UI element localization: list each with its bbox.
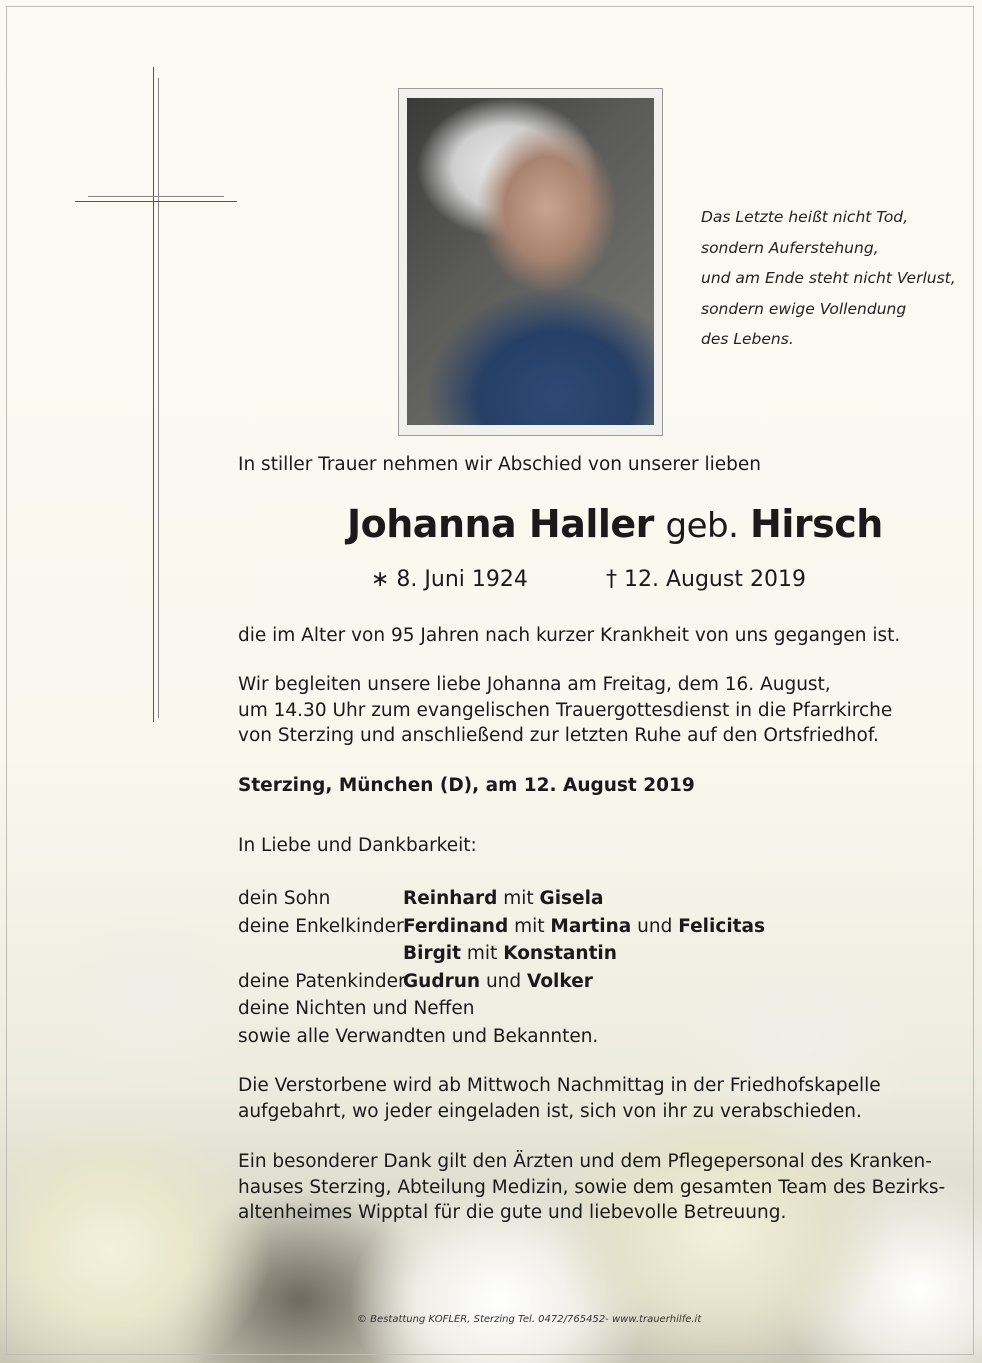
quote-line: sondern ewige Vollendung [701,299,907,318]
family-label: sowie alle Verwandten und Bekannten. [238,1025,599,1047]
family-names: Reinhard mit Gisela [403,888,604,909]
portrait-photo [407,98,654,425]
service-line: von Sterzing und anschließend zur letzten Ruhe auf den Ortsfriedhof. [238,725,879,746]
thanks-text [238,1149,945,1226]
service-text [238,672,892,749]
viewing-line: Die Verstorbene wird ab Mittwoch Nachmittag in der Friedhofskapelle [238,1075,881,1096]
quote-line: und am Ende steht nicht Verlust, [701,269,956,287]
family-label: deine Patenkinder [238,970,406,992]
thanks-line: Ein besonderer Dank gilt den Ärzten und dem Pflegepersonal des Kranken- [238,1151,932,1172]
family-label: deine Enkelkinder [238,915,404,937]
quote [701,202,956,355]
family-label: dein Sohn [238,888,331,909]
portrait-frame [398,88,663,436]
family-names: Birgit mit Konstantin [403,943,617,964]
intro-text: In stiller Trauer nehmen wir Abschied von unserer lieben [238,454,761,475]
name-first: Johanna Haller [347,502,654,546]
viewing-text [238,1073,881,1124]
footer-credit: © Bestattung KOFLER, Sterzing Tel. 0472/765452- www.trauerhilfe.it [357,1314,702,1325]
deceased-name [347,502,883,546]
thanks-line: altenheimes Wipptal für die gute und liebevolle Betreuung. [238,1202,787,1223]
love-line: In Liebe und Dankbarkeit: [238,835,477,856]
family-names: Gudrun und Volker [403,970,593,992]
age-line: die im Alter von 95 Jahren nach kurzer Krankheit von uns gegangen ist. [238,625,901,646]
thanks-line: hauses Sterzing, Abteilung Medizin, sowie dem gesamten Team des Bezirks- [238,1176,946,1198]
place-date: Sterzing, München (D), am 12. August 2019 [238,775,695,796]
name-maiden: Hirsch [750,502,883,546]
service-line: um 14.30 Uhr zum evangelischen Trauergottesdienst in die Pfarrkirche [238,699,893,721]
quote-line: des Lebens. [701,330,794,348]
death-date: † 12. August 2019 [606,567,806,592]
quote-line: sondern Auferstehung, [701,238,879,257]
quote-line: Das Letzte heißt nicht Tod, [701,208,909,226]
name-geb: geb. [665,506,739,546]
family-names: Ferdinand mit Martina und Felicitas [403,915,765,937]
viewing-line: aufgebahrt, wo jeder eingeladen ist, sich von ihr zu verabschieden. [238,1100,862,1122]
service-line: Wir begleiten unsere liebe Johanna am Freitag, dem 16. August, [238,674,831,695]
family-label: deine Nichten und Neffen [238,998,475,1019]
birth-date: ∗ 8. Juni 1924 [371,567,528,592]
